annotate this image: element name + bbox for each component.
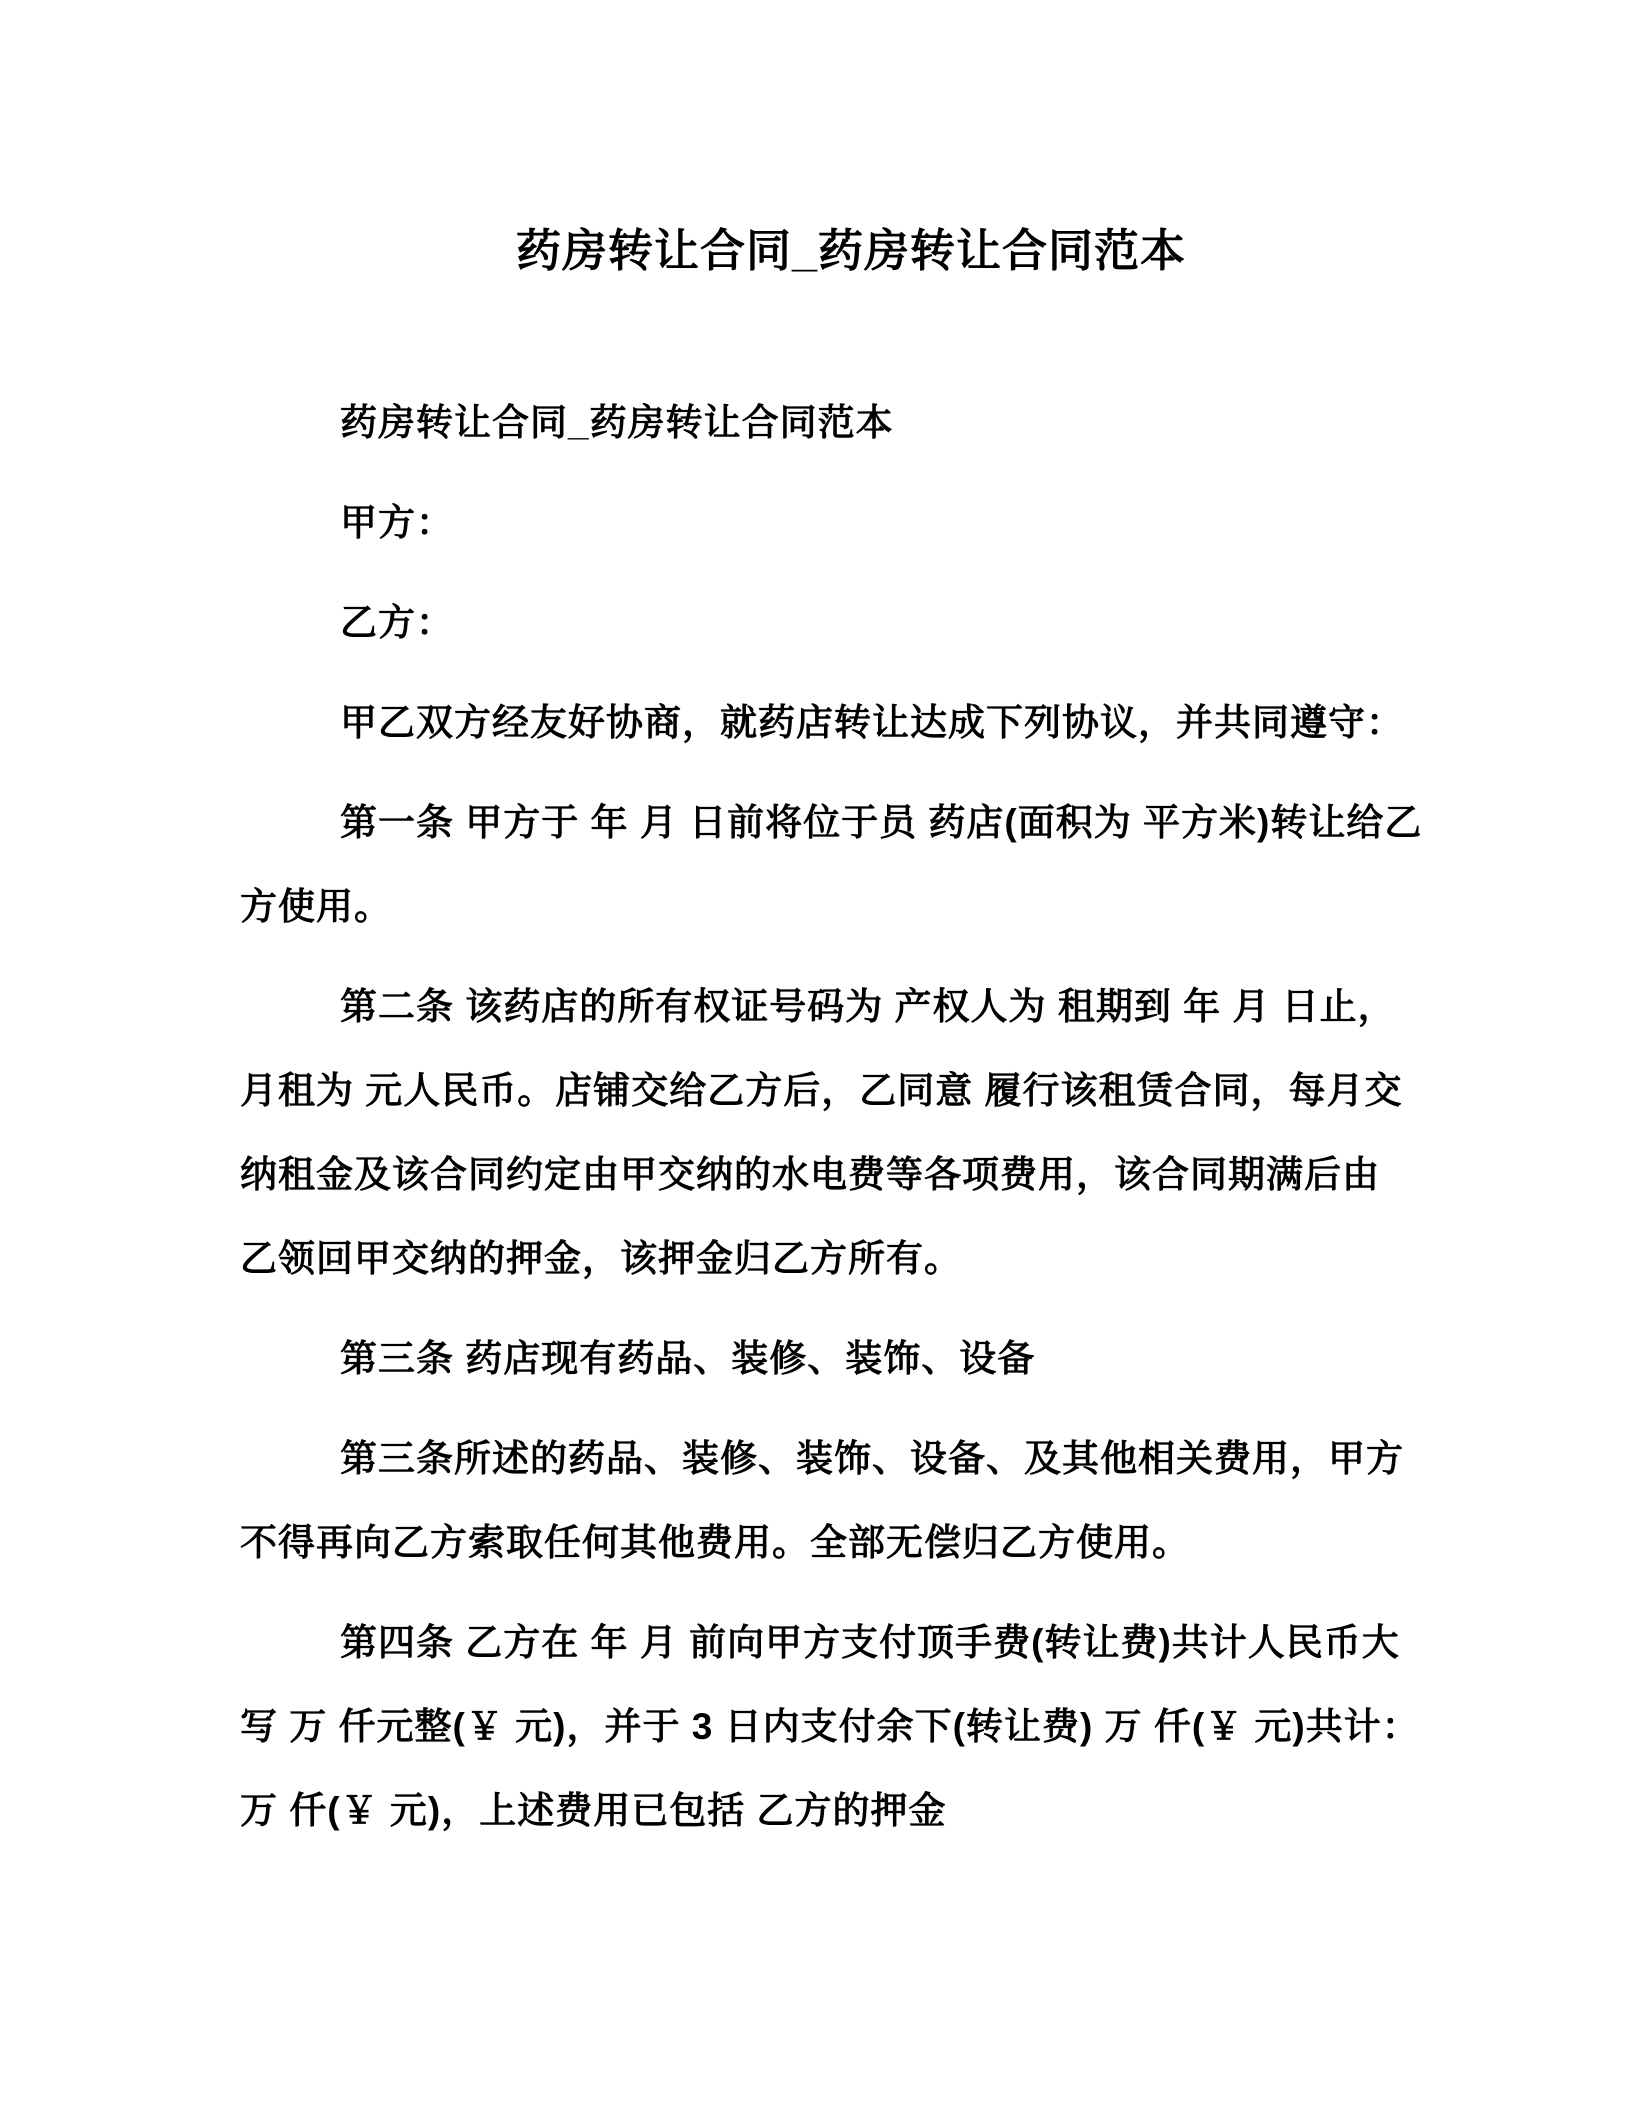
text-line: 纳租金及该合同约定由甲交纳的水电费等各项费用，该合同期满后由	[240, 1154, 1380, 1195]
text-line: 甲乙双方经友好协商，就药店转让达成下列协议，并共同遵守：	[340, 702, 1404, 743]
text-line: 方使用。	[240, 886, 392, 927]
paragraph	[240, 581, 1462, 665]
text-line: 月租为 元人民币。店铺交给乙方后，乙同意 履行该租赁合同，每月交	[240, 1070, 1403, 1111]
paragraph	[240, 681, 1462, 765]
text-line: 第一条 甲方于 年 月 日前将位于员 药店(面积为 平方米)转让给乙	[340, 802, 1423, 843]
text-line: 不得再向乙方索取任何其他费用。全部无偿归乙方使用。	[240, 1522, 1190, 1563]
text-line: 药房转让合同_药房转让合同范本	[340, 402, 894, 443]
text-line: 甲方：	[340, 502, 454, 543]
paragraph	[240, 781, 1462, 949]
text-line: 万 仟(￥ 元)，上述费用已包括 乙方的押金	[240, 1790, 947, 1831]
text-line: 第三条所述的药品、装修、装饰、设备、及其他相关费用，甲方	[340, 1438, 1404, 1479]
text-line: 第四条 乙方在 年 月 前向甲方支付顶手费(转让费)共计人民币大	[340, 1622, 1400, 1663]
paragraph	[240, 1417, 1462, 1585]
text-line: 乙方：	[340, 602, 454, 643]
text-line: 第二条 该药店的所有权证号码为 产权人为 租期到 年 月 日止，	[340, 986, 1396, 1027]
paragraph	[240, 1601, 1462, 1853]
document-title: 药房转让合同_药房转让合同范本	[515, 225, 1187, 276]
text-line: 第三条 药店现有药品、装修、装饰、设备	[340, 1338, 1036, 1379]
text-line: 写 万 仟元整(￥ 元)，并于 3 日内支付余下(转让费) 万 仟(￥ 元)共计：	[240, 1706, 1420, 1747]
paragraph	[240, 1317, 1462, 1401]
paragraph	[240, 965, 1462, 1301]
paragraph	[240, 481, 1462, 565]
text-line: 乙领回甲交纳的押金，该押金归乙方所有。	[240, 1238, 962, 1279]
document-body	[240, 381, 1462, 1853]
paragraph	[240, 381, 1462, 465]
